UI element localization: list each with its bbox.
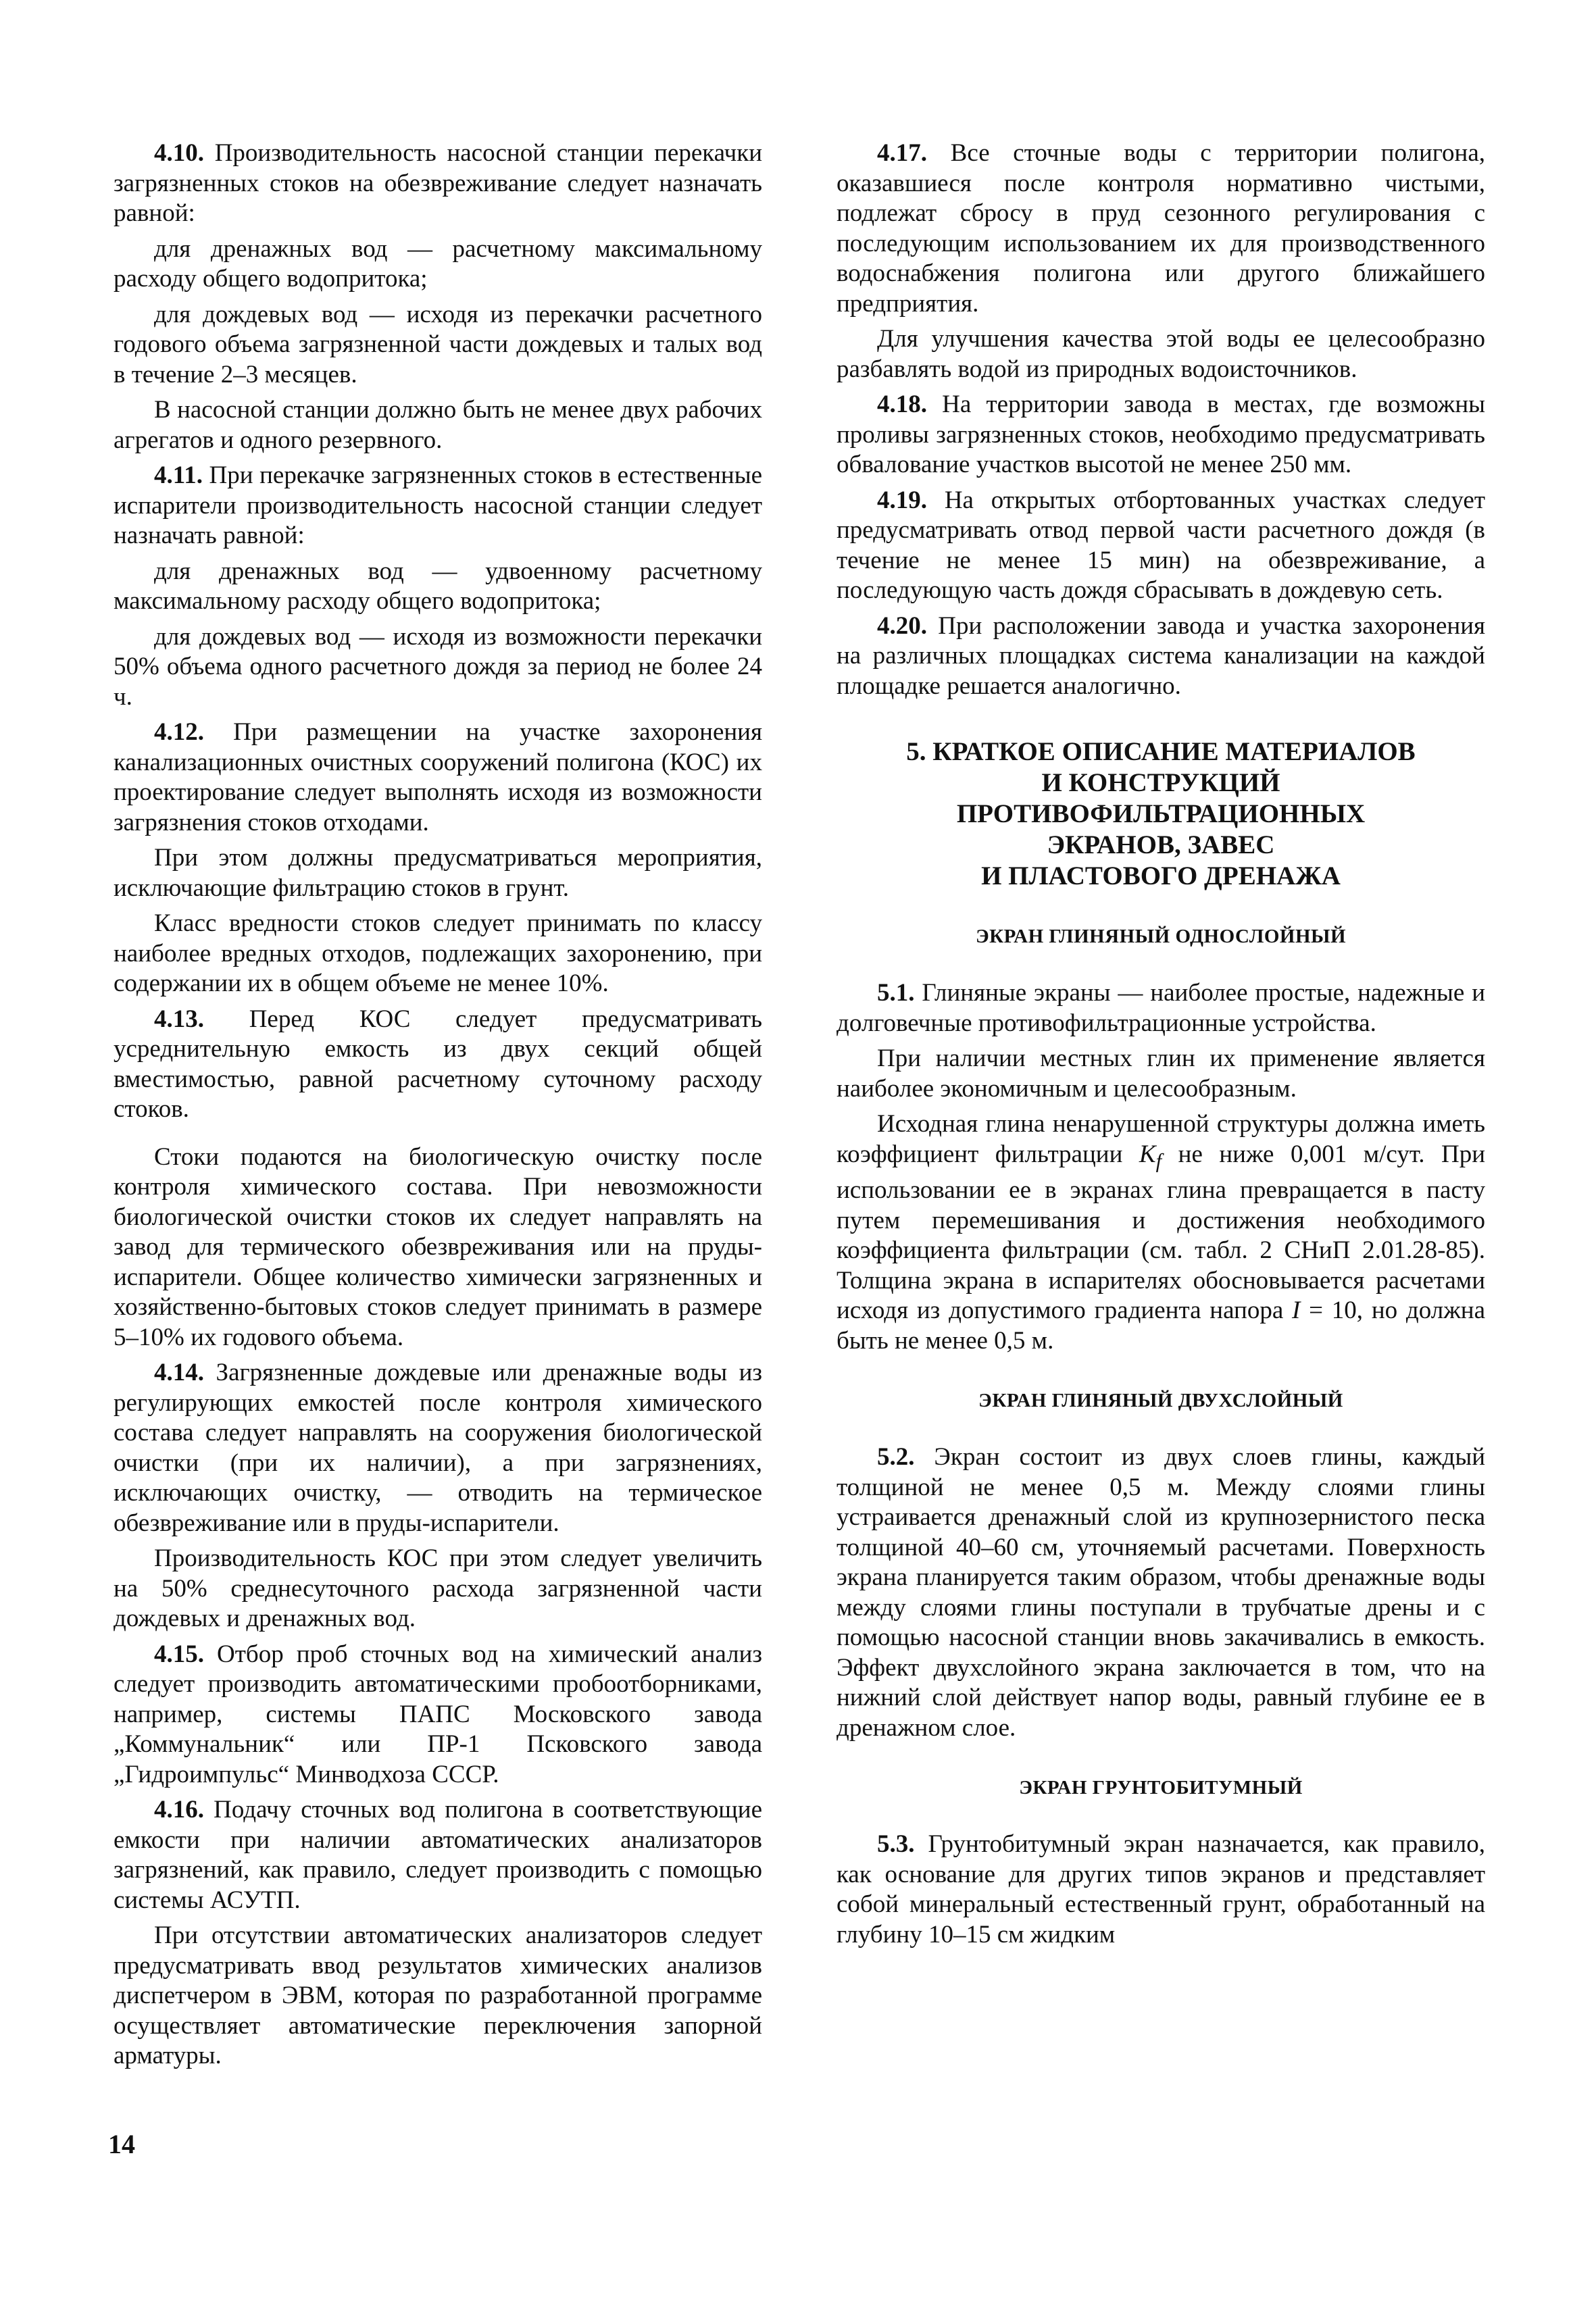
paragraph-text: для дождевых вод — исходя из возможности перекачки 50% объема одного расчетного дождя за период не более 24 ч. [114,622,762,711]
paragraph-text: Подачу сточных вод полигона в соответствующие емкости при наличии автоматических анализаторов загрязнений, как правило, следует производить с помощью системы АСУТП. [114,1796,763,1914]
paragraph-text: При этом должны предусматриваться мероприятия, исключающие фильтрацию стоков в грунт. [114,844,762,902]
paragraph-text: Загрязненные дождевые или дренажные воды из регулирующих емкостей после контроля химического состава следует направлять на сооружения биологической очистки (при их наличии), а при загрязнениях, исключающих очистку, — отводить на термическое обезвреживание или в пруды-испарители. [114,1359,763,1537]
paragraph-text: = 10, но должна быть не менее 0,5 м. [837,1297,1485,1355]
clause-number: 4.19. [877,486,927,514]
paragraph-5-3 [837,1830,1485,1950]
paragraph-4-15 [114,1640,762,1790]
paragraph-text: Производительность насосной станции перекачки загрязненных стоков на обезвреживание следует назначать равной: [114,139,762,227]
paragraph-4-19 [837,486,1485,606]
formula-variable: I [1292,1297,1301,1325]
clause-number: 5.1. [877,979,915,1007]
paragraph [114,909,762,999]
paragraph-4-10 [114,139,762,229]
paragraph-text: Класс вредности стоков следует принимать по классу наиболее вредных отходов, подлежащих захоронению, при содержании их в общем объеме не менее 10%. [114,909,762,997]
clause-number: 4.20. [877,611,927,640]
paragraph-4-16 [114,1795,762,1915]
paragraph-4-13 [114,1005,762,1125]
paragraph-4-17 [837,139,1485,319]
paragraph-text: При размещении на участке захоронения канализационных очистных сооружений полигона (КОС) их проектирование следует выполнять исходя из возможности загрязнения стоков отходами. [114,718,763,836]
clause-number: 4.11. [154,461,203,489]
paragraph-text: Стоки подаются на биологическую очистку после контроля химического состава. При невозможности биологической очистки стоков их следует направлять на завод для термического обезвреживания или на пруды-испарители. Общее количество химически загрязненных и хозяйственно-бытовых стоков следует принимать в размере 5–10% их годового объема. [114,1142,762,1351]
section-heading-line: И ПЛАСТОВОГО ДРЕНАЖА [981,861,1341,890]
paragraph-text: На открытых отбортованных участках следует предусматривать отвод первой части расчетного дождя (в течение не менее 15 мин) на обезвреживание, а последующую часть дождя сбрасывать в дождевую сеть. [837,486,1486,604]
paragraph [114,1544,762,1634]
paragraph-text: На территории завода в местах, где возможны проливы загрязненных стоков, необходимо предусматривать обвалование участков высотой не менее 250 мм. [837,391,1485,478]
clause-number: 5.2. [877,1443,915,1472]
right-column [837,139,1485,1955]
paragraph-text: Глиняные экраны — наиболее простые, надежные и долговечные противофильтрационные устройства. [837,979,1485,1037]
paragraph [114,1921,762,2071]
paragraph-text: При перекачке загрязненных стоков в естественные испарители производительность насосной станции следует назначать равной: [114,461,763,549]
paragraph-4-20 [837,611,1485,702]
paragraph-text: Все сточные воды с территории полигона, оказавшиеся после контроля нормативно чистыми, подлежат сбросу в пруд сезонного регулирования с последующим использованием их для производственного водоснабжения полигона или другого ближайшего предприятия. [837,139,1485,318]
paragraph [114,234,762,295]
paragraph-text: Грунтобитумный экран назначается, как правило, как основание для других типов экранов и представляет собой минеральный естественный грунт, обработанный на глубину 10–15 см жидким [837,1830,1486,1948]
clause-number: 5.3. [877,1830,915,1859]
paragraph-4-14 [114,1358,762,1538]
clause-number: 4.10. [154,139,204,167]
section-heading-line: 5. КРАТКОЕ ОПИСАНИЕ МАТЕРИАЛОВ [906,737,1416,766]
subsection-heading: ЭКРАН ГРУНТОБИТУМНЫЙ [1019,1777,1303,1799]
paragraph-text: Отбор проб сточных вод на химический анализ следует производить автоматическими пробоотборниками, например, системы ПАПС Московского завода „Коммунальник“ или ПР-1 Псковского завода „Гидроимпульс“ Минводхоза СССР. [114,1640,762,1788]
paragraph [114,1142,762,1353]
formula-subscript: f [1155,1149,1162,1172]
clause-number: 4.13. [154,1005,204,1033]
paragraph [114,395,762,455]
left-column [114,139,762,2077]
paragraph [837,1109,1485,1356]
clause-number: 4.16. [154,1796,204,1823]
paragraph-text: для дождевых вод — исходя из перекачки расчетного годового объема загрязненной части дождевых и талых вод в течение 2–3 месяцев. [114,300,762,388]
paragraph-text: Для улучшения качества этой воды ее целесообразно разбавлять водой из природных водоисточников. [837,325,1485,383]
section-heading [837,736,1485,892]
paragraph-text: для дренажных вод — удвоенному расчетному максимальному расходу общего водопритока; [114,557,762,615]
formula-variable: K [1139,1140,1156,1168]
paragraph-4-18 [837,390,1485,480]
paragraph-text: В насосной станции должно быть не менее двух рабочих агрегатов и одного резервного. [114,396,762,454]
page-number: 14 [108,2129,135,2159]
section-heading-line: ЭКРАНОВ, ЗАВЕС [1047,830,1275,859]
paragraph-text: При наличии местных глин их применение является наиболее экономичным и целесообразным. [837,1045,1485,1103]
paragraph-5-1 [837,978,1485,1038]
paragraph-text: При расположении завода и участка захоронения на различных площадках система канализации на каждой площадке решается аналогично. [837,611,1486,700]
paragraph-5-2 [837,1442,1485,1743]
paragraph-text: Перед КОС следует предусматривать усреднительную емкость из двух секций общей вместимостью, равной расчетному суточному расходу стоков. [114,1005,762,1123]
paragraph-text: для дренажных вод — расчетному максимальному расходу общего водопритока; [114,234,762,293]
section-heading-line: И КОНСТРУКЦИЙ ПРОТИВОФИЛЬТРАЦИОННЫХ [956,768,1366,828]
paragraph [114,300,762,391]
clause-number: 4.15. [154,1640,204,1668]
paragraph-4-12 [114,718,762,838]
paragraph [837,324,1485,384]
clause-number: 4.18. [877,391,927,418]
clause-number: 4.17. [877,139,927,167]
paragraph-text: Производительность КОС при этом следует увеличить на 50% среднесуточного расхода загрязненной части дождевых и дренажных вод. [114,1544,762,1632]
paragraph-4-11 [114,461,762,551]
clause-number: 4.14. [154,1359,204,1386]
paragraph-text: При отсутствии автоматических анализаторов следует предусматривать ввод результатов химических анализов диспетчером в ЭВМ, которая по разработанной программе осуществляет автоматические переключения запорной арматуры. [114,1921,762,2069]
paragraph-text: не ниже 0,001 м/сут. При использовании ее в экранах глина превращается в пасту путем перемешивания и достижения необходимого коэффициента фильтрации (см. табл. 2 СНиП 2.01.28-85). Толщина экрана в испарителях обосновывается расчетами исходя из допустимого градиента напора [837,1140,1485,1325]
paragraph [114,622,762,713]
paragraph-text: Исходная глина ненарушенной структуры должна иметь коэффициент фильтрации [837,1110,1485,1168]
paragraph [837,1044,1485,1104]
subsection-heading: ЭКРАН ГЛИНЯНЫЙ ДВУХСЛОЙНЫЙ [978,1390,1343,1412]
paragraph [114,843,762,903]
clause-number: 4.12. [154,718,204,746]
paragraph [114,557,762,617]
subsection-heading: ЭКРАН ГЛИНЯНЫЙ ОДНОСЛОЙНЫЙ [975,926,1347,947]
paragraph-text: Экран состоит из двух слоев глины, каждый толщиной не менее 0,5 м. Между слоями глины устраивается дренажный слой из крупнозернистого песка толщиной 40–60 см, уточняемый расчетами. Поверхность экрана планируется таким образом, чтобы дренажные воды между слоями глины поступали в трубчатые дрены и с помощью насосной станции вновь закачивались в емкость. Эффект двухслойного экрана заключается в том, что на нижний слой действует напор воды, равный глубине ее в дренажном слое. [837,1443,1485,1742]
